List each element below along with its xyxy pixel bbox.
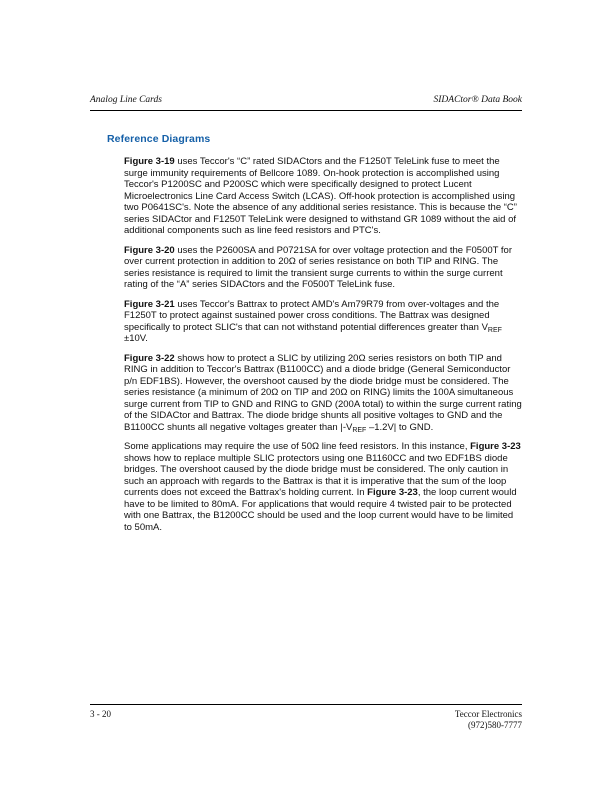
footer-page-number: 3 - 20 — [90, 709, 111, 719]
paragraph — [124, 299, 522, 345]
document-content — [90, 133, 522, 541]
header-running-title-right: SIDACtor® Data Book — [433, 95, 522, 105]
figure-reference: Figure 3-23 — [367, 487, 418, 498]
text-run: shows how to replace multiple SLIC protectors using one B1160CC and two EDF1BS diode bridges. The overshoot caused by the diode bridge must be considered. The only caution in such an approach with regards to the Battrax is that it is imperative that the sum of the loop currents does not exceed the Battrax's holding current. In — [124, 452, 509, 498]
paragraphs — [124, 156, 522, 533]
section-heading: Reference Diagrams — [107, 133, 211, 145]
paragraph — [124, 156, 522, 237]
paragraph — [124, 441, 522, 533]
figure-reference: Figure 3-21 — [124, 298, 175, 310]
footer-phone-number: (972)580-7777 — [468, 720, 522, 730]
paragraph — [124, 353, 522, 434]
text-run: uses the P2600SA and P0721SA for over voltage protection and the F0500T for over current protection in addition to 20Ω of series resistance on both TIP and RING. The series resistance is required to limit the transient surge currents to within the surge current rating of the “A” series SIDACtors and the F0500T TeleLink fuse. — [124, 244, 512, 290]
footer-company-name: Teccor Electronics — [454, 709, 522, 719]
text-run: , the loop current would have to be limited to 80mA. For applications that would require 4 twisted pair to be protected with one Battrax, the B1200CC should be used and the loop current would have to be limited to 50mA. — [124, 487, 517, 533]
figure-reference: Figure 3-23 — [470, 441, 521, 452]
header-running-title-left: Analog Line Cards — [90, 95, 162, 105]
footer-company-block — [455, 709, 522, 731]
text-run: uses Teccor's Battrax to protect AMD's Am79R79 from over-voltages and the F1250T to protect against sustained power cross conditions. The Battrax was designed specifically to protect SLIC's that can not withstand potential differences greater than V — [124, 298, 500, 333]
figure-reference: Figure 3-20 — [124, 244, 175, 256]
paragraph — [124, 245, 522, 291]
text-run: ±10V. — [124, 333, 148, 344]
text-run: –1.2V| to GND. — [366, 421, 434, 433]
figure-reference: Figure 3-22 — [124, 352, 175, 364]
text-run: REF — [487, 326, 502, 334]
page-footer — [90, 704, 522, 731]
page-header — [90, 95, 522, 111]
figure-reference: Figure 3-19 — [124, 156, 175, 167]
text-run: REF — [352, 426, 367, 434]
text-run: Some applications may require the use of 50Ω line feed resistors. In this instance, — [124, 441, 471, 452]
text-run: shows how to protect a SLIC by utilizing 20Ω series resistors on both TIP and RING in addition to Teccor's Battrax (B1100CC) and a diode bridge (General Semiconductor p/n EDF1BS). However, the overshoot caused by the diode bridge must be considered. The series resistance (a minimum of 20Ω on TIP and 20Ω on RING) limits the 100A simultaneous surge current from TIP to GND and RING to GND (200A total) to within the surge current rating of the SIDACtor and Battrax. The diode bridge shunts all positive voltages to GND and the B1100CC shunts all negative voltages greater than |-V — [124, 352, 522, 433]
text-run: uses Teccor's “C” rated SIDACtors and the F1250T TeleLink fuse to meet the surge immunity requirements of Bellcore 1089. On-hook protection is accomplished using Teccor's P1200SC and P200SC which were specifically designed to protect Lucent Microelectronics Line Card Access Switch (LCAS). Off-hook protection is accomplished using two P0641SC's. Note the absence of any additional series resistance. This is because the “C” series SIDACtor and F1250T TeleLink were designed to withstand GR 1089 without the aid of additional components such as line feed resistors and PTC's. — [124, 156, 517, 236]
